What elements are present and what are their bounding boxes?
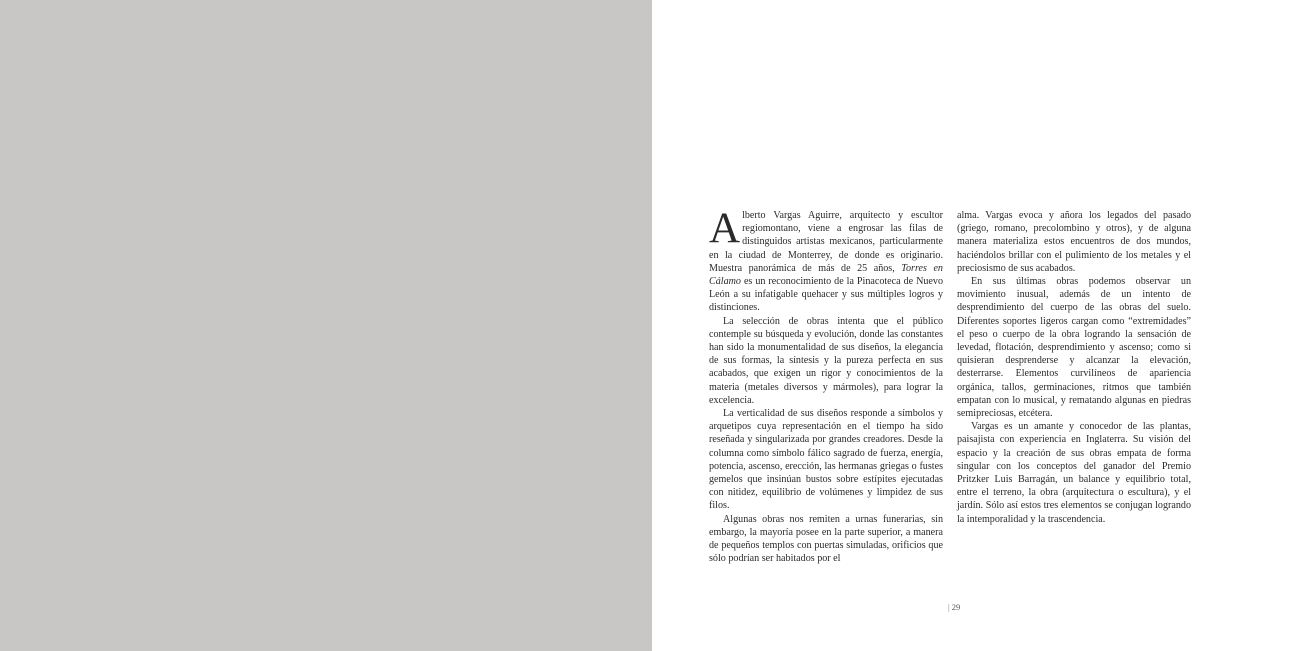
paragraph-6: Vargas es un amante y conocedor de las plantas, paisajista con experiencia en Inglaterra. Su visión del espacio y la creación de sus obras empata de forma singular con los conceptos del ganador del Premio Pritzker Luis Barragán, un balance y equilibrio total, entre el terreno, la obra (arquitectura o escultura), y el jardín. Sólo así estos tres elementos se conjugan logrando la intemporalidad y la trascendencia.: [957, 421, 1191, 525]
exhibition-title: Torres en Cálamo: [709, 262, 943, 288]
paragraph-4-continued: alma. Vargas evoca y añora los legados del pasado (griego, romano, precolombino y otros), y de alguna manera materializa estos encuentros de dos mundos, haciéndolos brillar con el pulimiento de los metales y el preciosismo de sus acabados.: [957, 210, 1191, 274]
paragraph-3: La verticalidad de sus diseños responde a símbolos y arquetipos cuya representación en el tiempo ha sido reseñada y singularizada por grandes creadores. Desde la columna como símbolo fálico sagrado de fuerza, energía, potencia, ascenso, erección, las hermanas griegas o fustes gemelos que insinúan bustos sobre estípites ejecutadas con nitidez, equilibrio de volúmenes y limpidez de sus filos.: [709, 408, 943, 512]
page-number: [948, 602, 960, 612]
text-column-right: [957, 209, 1191, 526]
paragraph-4-start: Algunas obras nos remiten a urnas funerarias, sin embargo, la mayoría posee en la parte superior, a manera de pequeños templos con puertas simuladas, orificios que sólo podrían ser habitados por el: [709, 513, 943, 565]
paragraph-1: [709, 205, 943, 315]
paragraph-1-end: es un reconocimiento de la Pinacoteca de Nuevo León a su infatigable quehacer y sus múltiples logros y distinciones.: [709, 276, 943, 314]
paragraph-2: La selección de obras intenta que el público contemple su búsqueda y evolución, donde las constantes han sido la monumentalidad de sus diseños, la elegancia de sus formas, la síntesis y la pureza perfecta en sus acabados, que exigen un rigor y conocimientos de la materia (metales diversos y mármoles), para lograr la excelencia.: [709, 315, 943, 406]
paragraph-1-text: lberto Vargas Aguirre, arquitecto y escultor regiomontano, viene a engrosar las filas de distinguidos artistas mexicanos, particularmente en la ciudad de Monterrey, de donde es originario. Muestra panorámica de más de 25 años,: [709, 210, 943, 274]
drop-cap: A: [709, 205, 741, 252]
paragraph-5: En sus últimas obras podemos observar un movimiento inusual, además de un intento de desprendimiento del cuerpo de las obras del suelo. Diferentes soportes ligeros cargan como “extremidades” el peso o cuerpo de la obra logrando la sensación de levedad, flotación, desprendimiento y ascenso; como si quisieran desprenderse y alcanzar la elevación, desterrarse. Elementos curvilíneos de apariencia orgánica, tallos, germinaciones, ritmos que también empatan con lo musical, y rematando algunas en piedras semipreciosas, etcétera.: [957, 276, 1191, 420]
folio-number: 29: [951, 602, 961, 612]
folio-bar: |: [948, 602, 950, 612]
text-column-left: [709, 205, 943, 565]
